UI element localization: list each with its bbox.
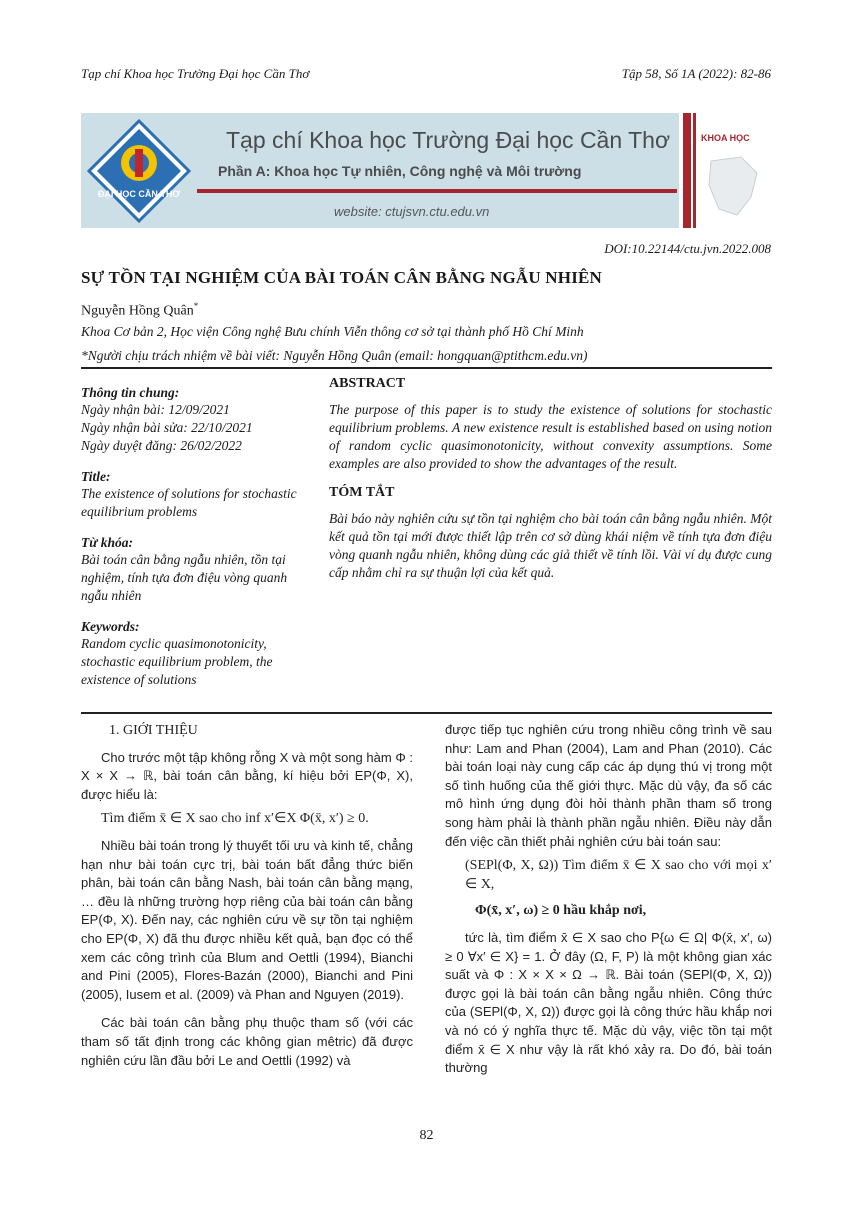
- paragraph: Nhiều bài toán trong lý thuyết tối ưu và kinh tế, chẳng hạn như bài toán cực trị, bài toán bất đẳng thức biến phân, bài toán cân bằng Nash, bài toán cân bằng mạng, … đều là những trường hợp riêng của bài toán cân bằng EP(Φ, X). Đến nay, các nghiên cứu về sự tồn tại nghiệm cho EP(Φ, X) đã thu được nhiều kết quả, bạn đọc có thể xem các công trình của Blum and Oettli (1994), Bianchi and Pini (2005), Flores-Bazán (2000), Bianchi and Pini (2005), Iusem et al. (2009) và Phan and Nguyen (2019).: [81, 837, 413, 1002]
- svg-text:ĐẠI HỌC CẦN THƠ: ĐẠI HỌC CẦN THƠ: [97, 189, 181, 199]
- author-text: Nguyễn Hồng Quân: [81, 303, 194, 319]
- paragraph: được tiếp tục nghiên cứu trong nhiều công trình về sau như: Lam and Phan (2004), Lam and Phan (2010). Các bài toán loại này cung cấp các áp dụng thú vị trong một số tình huống của thế giới thực. Mặc dù vậy, đa số các mô hình ứng dụng đòi hỏi thành phần tham số trong song hàm phải là thành phần ngẫu nhiên. Điều này dẫn đến việc cần thiết phải nghiên cứu bài toán sau:: [445, 722, 772, 849]
- divider-top: [81, 367, 772, 369]
- banner-divider: [197, 189, 677, 193]
- doi-link[interactable]: DOI:10.22144/ctu.jvn.2022.008: [604, 241, 771, 256]
- keywords-en: Random cyclic quasimonotonicity, stochastic equilibrium problem, the existence of solutions: [81, 636, 273, 687]
- banner-website[interactable]: website: ctujsvn.ctu.edu.vn: [334, 204, 490, 219]
- paragraph: Cho trước một tập không rỗng X và một song hàm Φ : X × X → ℝ, bài toán cân bằng, kí hiệu bởi EP(Φ, X), được hiểu là:: [81, 749, 413, 802]
- banner-title: Tạp chí Khoa học Trường Đại học Cần Thơ: [226, 127, 671, 153]
- formula: (SEPl(Φ, X, Ω)) Tìm điểm x̄ ∈ X sao cho với mọi x′ ∈ X,: [465, 858, 772, 892]
- author-mark: *: [193, 301, 199, 311]
- divider-bottom: [81, 712, 772, 714]
- journal-banner: [81, 113, 771, 228]
- article-title: SỰ TỒN TẠI NGHIỆM CỦA BÀI TOÁN CÂN BẰNG NGẪU NHIÊN: [81, 268, 603, 287]
- volume-header: Tập 58, Số 1A (2022): 82-86: [621, 66, 771, 81]
- paragraph: Các bài toán cân bằng phụ thuộc tham số (với các tham số tất định trong các không gian mêtric) đã được nghiên cứu lần đầu bởi Le and Oettli (1992) và: [81, 1015, 413, 1068]
- paragraph: tức là, tìm điểm x̄ ∈ X sao cho P{ω ∈ Ω| Φ(x̄, x′, ω) ≥ 0 ∀x′ ∈ X} = 1. Ở đây (Ω, F, P) là một không gian xác suất và Φ : X × X × Ω → ℝ. Bài toán (SEPl(Φ, X, Ω)) được gọi là bài toán cân bằng ngẫu nhiên. Công thức của (SEPl(Φ, X, Ω)) được gọi là công thức hầu khắp nơi và nó có ý nghĩa thực tế. Mặc dù vậy, việc tồn tại một điểm x̄ ∈ X như vậy là rất khó xảy ra. Do đó, bài toán thường: [445, 929, 772, 1076]
- journal-cover-thumbnail: [679, 113, 771, 228]
- summary-vi-text: Bài báo này nghiên cứu sự tồn tại nghiệm cho bài toán cân bằng ngẫu nhiên. Một kết quả tồn tại mới được thiết lập trên cơ sở dùng khái niệm về tính tựa đơn điệu vòng quanh ngẫu nhiên, không dùng các giả thiết về tính lồi. Vài ví dụ được cung cấp nhằm chỉ ra sự thuận lợi của kết quả.: [329, 511, 772, 580]
- cover-stripe: [693, 113, 696, 228]
- body-right-column: [445, 721, 772, 1078]
- received-date: Ngày nhận bài: 12/09/2021: [81, 402, 230, 417]
- english-title: The existence of solutions for stochastic equilibrium problems: [81, 486, 297, 519]
- section-heading: 1. GIỚI THIỆU: [109, 723, 198, 738]
- keywords-vi: Bài toán cân bằng ngẫu nhiên, tồn tại nghiệm, tính tựa đơn điệu vòng quanh ngẫu nhiên: [81, 552, 288, 603]
- cover-map-icon: [701, 153, 763, 221]
- abstract-text: The purpose of this paper is to study the existence of solutions for stochastic equilibrium problems. A new existence result is established based on using notion of random cyclic quasimonotonicity, without convexity assumptions. Some examples are also provided to show the advantages of the result.: [329, 402, 772, 471]
- keywords-vi-label: Từ khóa:: [81, 535, 133, 550]
- corresponding-author: *Người chịu trách nhiệm về bài viết: Nguyễn Hồng Quân (email: hongquan@ptithcm.edu.vn): [81, 348, 588, 363]
- general-info-label: Thông tin chung:: [81, 385, 180, 400]
- summary-vi-heading: TÓM TẮT: [329, 485, 395, 500]
- affiliation: Khoa Cơ bản 2, Học viện Công nghệ Bưu chính Viễn thông cơ sở tại thành phố Hồ Chí Minh: [81, 324, 584, 339]
- accepted-date: Ngày duyệt đăng: 26/02/2022: [81, 438, 242, 453]
- formula: Tìm điểm x̄ ∈ X sao cho inf x′∈X Φ(x̄, x′) ≥ 0.: [101, 811, 369, 827]
- revised-date: Ngày nhận bài sửa: 22/10/2021: [81, 420, 253, 435]
- body-left-column: [81, 722, 413, 1070]
- author-name: [81, 301, 198, 320]
- formula: Φ(x̄, x′, ω) ≥ 0 hầu khắp nơi,: [475, 903, 647, 919]
- journal-header: Tạp chí Khoa học Trường Đại học Cần Thơ: [81, 66, 310, 81]
- university-logo: [87, 119, 191, 223]
- title-label: Title:: [81, 469, 111, 484]
- banner-subtitle: Phần A: Khoa học Tự nhiên, Công nghệ và Môi trường: [218, 163, 582, 179]
- article-info: [81, 385, 307, 703]
- abstract-section: [329, 376, 772, 594]
- cover-stripe: [683, 113, 691, 228]
- cover-title: KHOA HỌC: [701, 133, 750, 143]
- page-number: 82: [419, 1128, 434, 1143]
- keywords-en-label: Keywords:: [81, 619, 140, 634]
- abstract-heading: ABSTRACT: [329, 376, 406, 391]
